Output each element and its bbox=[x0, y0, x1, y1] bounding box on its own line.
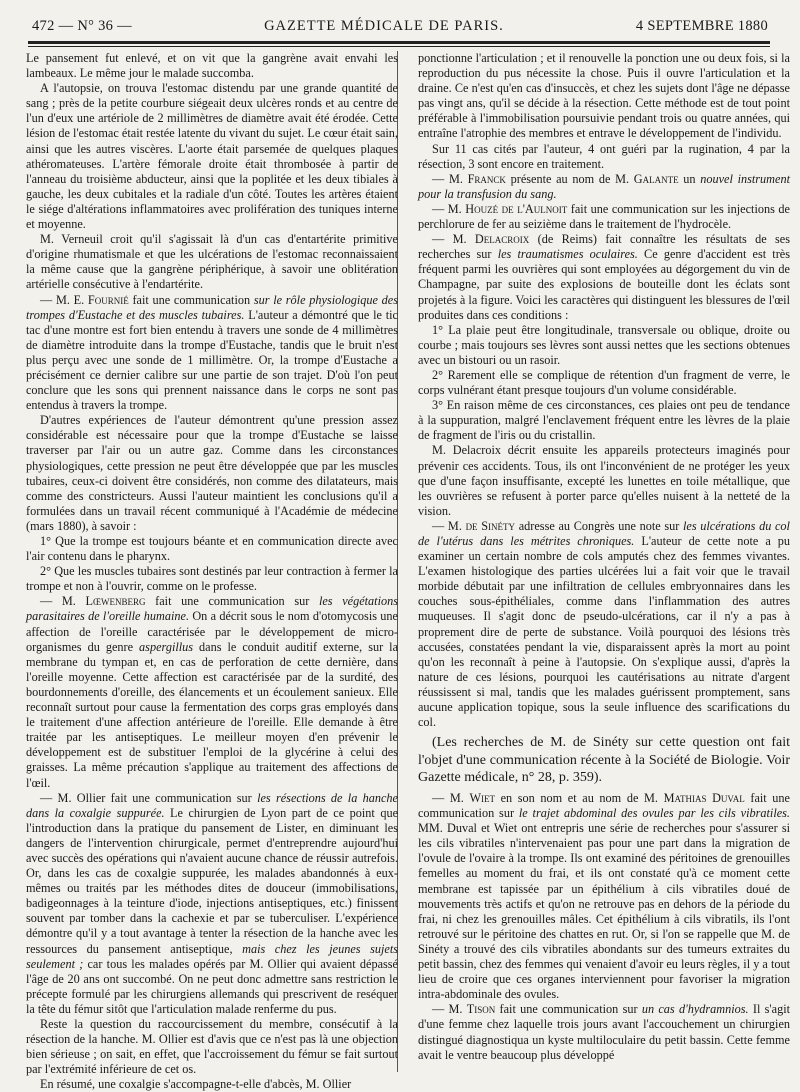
emphasis: mais chez les jeunes sujets seulement ; bbox=[26, 941, 398, 971]
communication-title: les végétations parasitaires de l'oreille humaine. bbox=[26, 594, 399, 624]
text-run: dans le conduit auditif externe, sur la membrane du tympan et, en cas de perforation de cette dernière, dans l'oreille moyenne. Cette affection est caractérisée par de la surdité, des bourdonnements d'oreille, des élancements et un écoulement sanieux. Elle reconnaît surtout pour cause la fermentation des corps gras employés dans le traitement d'une affection antérieure de l'oreille. Elle demande à être traitée par les antiseptiques. Le meilleur moyen d'en prévenir le développement est de substituer l'emploi de la glycérine à celui des graisses. La même précaution s'applique au traitement des affections de l'œil. bbox=[26, 639, 399, 790]
text-run: L'auteur de cette note a pu examiner un certain nombre de cols amputés chez des femmes vivantes. L'examen histologique des parties ulcérées lui a fait voir que le travail morbide débutait par une infiltration de cellules embryonnaires dans les couches sous-épithéliales, comme dans l'inflammation des autres muqueuses. Il s'agit donc de pseudo-ulcérations, car il n'y a pas à proprement dire de perte de substance. Voilà pourquoi des lésions très accusées, constatées pendant la vie, disparaissent après la mort au point qu'on les reconnaît à peine à l'autopsie. On s'explique aussi, d'après la nature de ces lésions, pourquoi les cautérisations au nitrate d'argent réussissent si mal, tandis que les malades guérissent promptement, sans aucune application topique, sous la seule influence des scarifications du col. bbox=[418, 534, 790, 730]
paragraph-de-sinety bbox=[418, 519, 790, 730]
text-run: fait une communication sur les injections de perchlorure de fer au seizième dans le traitement de l'hydrocèle. bbox=[418, 201, 790, 232]
text-run: — M. E. bbox=[40, 292, 88, 307]
paragraph-ollier bbox=[26, 791, 398, 1017]
header-rule-thin bbox=[28, 46, 770, 47]
text-run: car tous les malades opérés par M. Ollier qui avaient dépassé l'âge de 20 ans ont succombé. On ne peut donc admettre sans restriction le précepte formulé par les chirurgiens allemands qui prescrivent de reséquer la tête du fémur sitôt que l'articulation malade renferme du pus. bbox=[26, 956, 398, 1016]
author-name: Wiet bbox=[469, 791, 495, 805]
page-number-and-issue: 472 — N° 36 — bbox=[32, 18, 132, 34]
paragraph: M. Delacroix décrit ensuite les appareils protecteurs imaginés pour prévenir ces accidents. Tous, ils ont l'inconvénient de ne protéger les yeux que d'une façon insuffisante, excepté les lunettes en toile métallique, que les ouvrières se refusent à porter parce qu'elles nuisent à la netteté de la vision. bbox=[418, 443, 790, 518]
text-run: Ce genre d'accident est très fréquent parmi les ouvrières qui sont employées au dégorgement du vin de Champagne, par suite des explosions de bouteille dont les éclats sont projetés à la figure. Voici les caractères qui distinguent les blessures de l'œil produites dans ces conditions : bbox=[418, 247, 790, 322]
genus-name: aspergillus bbox=[139, 639, 194, 654]
list-item: 1° La plaie peut être longitudinale, transversale ou oblique, droite ou courbe ; mais toujours ses lèvres sont aussi nettes que les sections obtenues avec un bistouri ou un rasoir. bbox=[418, 322, 790, 367]
paragraph: Sur 11 cas cités par l'auteur, 4 ont guéri par la rugination, 4 par la résection, 3 sont encore en traitement. bbox=[418, 141, 790, 171]
communication-title: les traumatismes oculaires. bbox=[497, 247, 638, 262]
paragraph: A l'autopsie, on trouva l'estomac distendu par une grande quantité de sang ; près de la petite courbure siégeait deux ulcères ronds et au centre de l'un d'eux une artériole de 2 millimètres de diamètre avait été érodée. Cette lésion de l'estomac était restée latente du vivant du sujet. Le cœur était sain, ainsi que les autres viscères. L'aorte était parsemée de quelques plaques athéromateuses. L'artère fémorale droite était thrombosée à partir de l'anneau du troisième abducteur, ainsi que la poplitée et les deux tibiales à gauche, les deux cubitales et la radiale d'un côté. Toutes les artères étaient le siége d'altérations inflammatoires avec prolifération des tuniques interne et moyenne. bbox=[26, 81, 398, 232]
paragraph: M. Verneuil croit qu'il s'agissait là d'un cas d'entartérite primitive d'origine rhumatismale et que les ulcérations de l'estomac reconnaissaient la même cause que la gangrène périphérique, à savoir une oblitération artérielle consécutive à l'endartérite. bbox=[26, 232, 398, 292]
text-run: — M. bbox=[432, 1002, 467, 1017]
text-run: On a décrit sous le nom d'otomycosis une affection de l'oreille caractérisée par le développement de micro-organismes du genre bbox=[26, 609, 398, 654]
paragraph-franck bbox=[418, 172, 790, 202]
page-header bbox=[32, 18, 768, 38]
text-run: adresse au Congrès une note sur bbox=[515, 518, 683, 533]
communication-title: sur le rôle physiologique des trompes d'Eustache et des muscles tubaires. bbox=[26, 292, 399, 322]
text-run: MM. Duval et Wiet ont entrepris une série de recherches pour s'assurer si les cils vibratiles n'intervenaient pas pour une part dans la migration de l'ovule de l'ovaire à la trompe. Ils ont examiné des péritoines de grenouilles femelles au moment du frai, et ils ont constaté qu'à ce moment cette membrane est tapissée par un épithélium à cils vibratiles doué de mouvements très actifs et qu'on ne retrouve pas en dehors de la période du frai, ni chez les grenouilles mâles. Cet épithélium à cils vibratils, ils l'ont retrouvé sur le péritoine des chattes en rut. Or, si l'on se rappelle que M. de Sinéty a trouvé des cils vibratiles abondants sur des tumeurs extraites du petit bassin, chez des femmes qui venaient d'avoir eu leurs règles, il y a tout lieu de croire que ces organes interviennent pour favoriser la migration intra-abdominale des ovules. bbox=[418, 821, 790, 1002]
communication-title: le trajet abdominal des ovules par les cils vibratiles. bbox=[518, 806, 790, 821]
text-run: Il s'agit d'une femme chez laquelle trois jours avant l'accouchement un chirurgien distingué diagnostiqua un kyste multiloculaire du petit bassin. Cette femme avait le ventre beaucoup plus développé bbox=[418, 1002, 791, 1062]
author-name: Tison bbox=[466, 1002, 496, 1017]
paragraph-loewenberg bbox=[26, 594, 398, 790]
editorial-note: (Les recherches de M. de Sinéty sur cette question ont fait l'objet d'une communication récente à la Société de Biologie. Voir Gazette médicale, n° 28, p. 359). bbox=[418, 735, 790, 786]
text-run: — M. bbox=[432, 171, 468, 186]
paragraph: ponctionne l'articulation ; et il renouvelle la ponction une ou deux fois, si la reproduction du pus nécessite la chose. Puis il ouvre l'articulation et la draine. Ce n'est qu'en cas d'insuccès, et chez les sujets dont l'âge ne dépasse pas vingt ans, qu'il se décide à la résection. Cette méthode est de tout point préférable à l'immobilisation poursuivie pendant trois ou quatre années, qui entraîne l'atrophie des membres et entrave le développement de l'individu. bbox=[418, 51, 790, 141]
author-name: Mathias Duval bbox=[663, 791, 745, 805]
header-rule-thick bbox=[28, 41, 770, 44]
communication-title: les ulcérations du col de l'utérus dans les métrites chroniques. bbox=[418, 518, 790, 548]
text-run: — M. bbox=[432, 518, 466, 533]
text-run: — M. bbox=[432, 201, 466, 216]
text-run: — M. Ollier fait une communication sur bbox=[40, 790, 258, 805]
text-run: (de Reims) fait connaître les résultats de ses recherches sur bbox=[418, 232, 790, 262]
author-name: Houzé de l'Aulnoit bbox=[465, 201, 568, 216]
paragraph-houze bbox=[418, 202, 790, 232]
text-run: — M. bbox=[40, 594, 86, 609]
text-run: fait une communication sur bbox=[495, 1002, 642, 1017]
page-number: 472 bbox=[32, 18, 55, 34]
author-name: de Sinéty bbox=[465, 518, 516, 533]
communication-title: un cas d'hydramnios. bbox=[641, 1002, 749, 1017]
paragraph-wiet bbox=[418, 791, 790, 1002]
text-run: — M. bbox=[432, 232, 475, 247]
paragraph-fournie bbox=[26, 293, 398, 414]
paragraph: D'autres expériences de l'auteur démontrent qu'une pression assez considérable est nécessaire pour que la trompe d'Eustache se laisse traverser par l'air ou un autre gaz. Comme dans les circonstances physiologiques, cette pression ne peut être développée que par les muscles tubaires, ceux-ci doivent être considérés, non comme des dilatateurs, mais comme des constricteurs. Aussi l'auteur maintient les conclusions qu'il a formulées dans un travail récent communiqué à l'Académie de médecine (mars 1880), à savoir : bbox=[26, 413, 398, 533]
author-name: Fournié bbox=[87, 292, 129, 307]
author-name: Galante bbox=[633, 171, 679, 186]
list-item: 3° En raison même de ces circonstances, ces plaies ont peu de tendance à la suppuration, malgré l'enclavement fréquent entre les lèvres de la plaie de fragment de l'iris ou du cristallin. bbox=[418, 398, 790, 443]
paragraph: En résumé, une coxalgie s'accompagne-t-elle d'abcès, M. Ollier bbox=[40, 1077, 352, 1092]
list-item: 2° Que les muscles tubaires sont destinés par leur contraction à fermer la trompe et non à l'ouvrir, comme on le professe. bbox=[26, 564, 398, 594]
left-column bbox=[26, 51, 399, 1092]
text-run: — M. bbox=[432, 791, 470, 805]
right-column bbox=[418, 51, 790, 1078]
text-run: un bbox=[678, 171, 701, 186]
text-run: fait une communication bbox=[128, 292, 254, 307]
issue-number: N° 36 bbox=[77, 18, 114, 34]
paragraph: Reste la question du raccourcissement du membre, consécutif à la résection de la hanche. M. Ollier est d'avis que ce n'est pas là une objection bien sérieuse ; on sait, en effet, que l'accroissement du fémur se fait surtout par l'extrémité inférieure de cet os. bbox=[26, 1017, 398, 1077]
article-columns bbox=[26, 51, 794, 1092]
list-item: 2° Rarement elle se complique de rétention d'un fragment de verre, le corps vulnérant étant presque toujours d'un volume considérable. bbox=[418, 367, 790, 398]
text-run: L'auteur a démontré que le tic tac d'une montre est fort bien entendu à travers une sonde de 4 millimètres de diamètre introduite dans la trompe d'Eustache, tandis que le bruit n'est plus perçu avec une sonde de 1 millimètre. Or, la trompe d'Eustache a précisément ce dernier calibre sur une partie de son trajet. D'où l'on peut conclure que les sons qui prennent naissance dans le corps ne sont pas entendus à travers la trompe. bbox=[26, 307, 398, 413]
text-run: présente au nom de M. bbox=[505, 171, 634, 186]
communication-title: nouvel instrument pour la transfusion du sang. bbox=[418, 171, 790, 201]
list-item: 1° Que la trompe est toujours béante et en communication directe avec l'air contenu dans le pharynx. bbox=[26, 534, 398, 564]
author-name: Delacroix bbox=[474, 232, 530, 247]
journal-title: GAZETTE MÉDICALE DE PARIS. bbox=[264, 18, 504, 34]
text-run: fait une communication sur bbox=[145, 594, 319, 609]
communication-title: les résections de la hanche dans la coxalgie suppurée. bbox=[26, 790, 398, 820]
paragraph-tison bbox=[418, 1002, 790, 1062]
author-name: Franck bbox=[467, 171, 506, 186]
paragraph-delacroix bbox=[418, 232, 790, 323]
text-run: Le chirurgien de Lyon part de ce point que l'introduction dans la pratique du pansement de Lister, en diminuant les dangers de l'intervention chirurgicale, permet d'entreprendre aujourd'hui avec succès des opérations qui n'avaient aucune chance de réussir autrefois. Or, dans les cas de coxalgie suppurée, les malades abandonnés à eux-mêmes ou traités par les méthodes dites de douceur (immobilisations, badigeonnages à la teinture d'iode, injections antiseptiques, etc.) finissent souvent par tomber dans la cachexie et par se tuberculiser. L'expérience démontre qu'il y a tout avantage à tenter la résection de la hanche avec les ressources du pansement antiseptique, bbox=[26, 805, 398, 956]
text-run: fait une communication sur bbox=[418, 791, 790, 821]
text-run: en son nom et au nom de M. bbox=[495, 791, 664, 805]
issue-date: 4 SEPTEMBRE 1880 bbox=[635, 18, 768, 34]
paragraph: Le pansement fut enlevé, et on vit que la gangrène avait envahi les lambeaux. Le même jour le malade succomba. bbox=[26, 51, 398, 81]
author-name: Lœwenberg bbox=[85, 594, 146, 609]
